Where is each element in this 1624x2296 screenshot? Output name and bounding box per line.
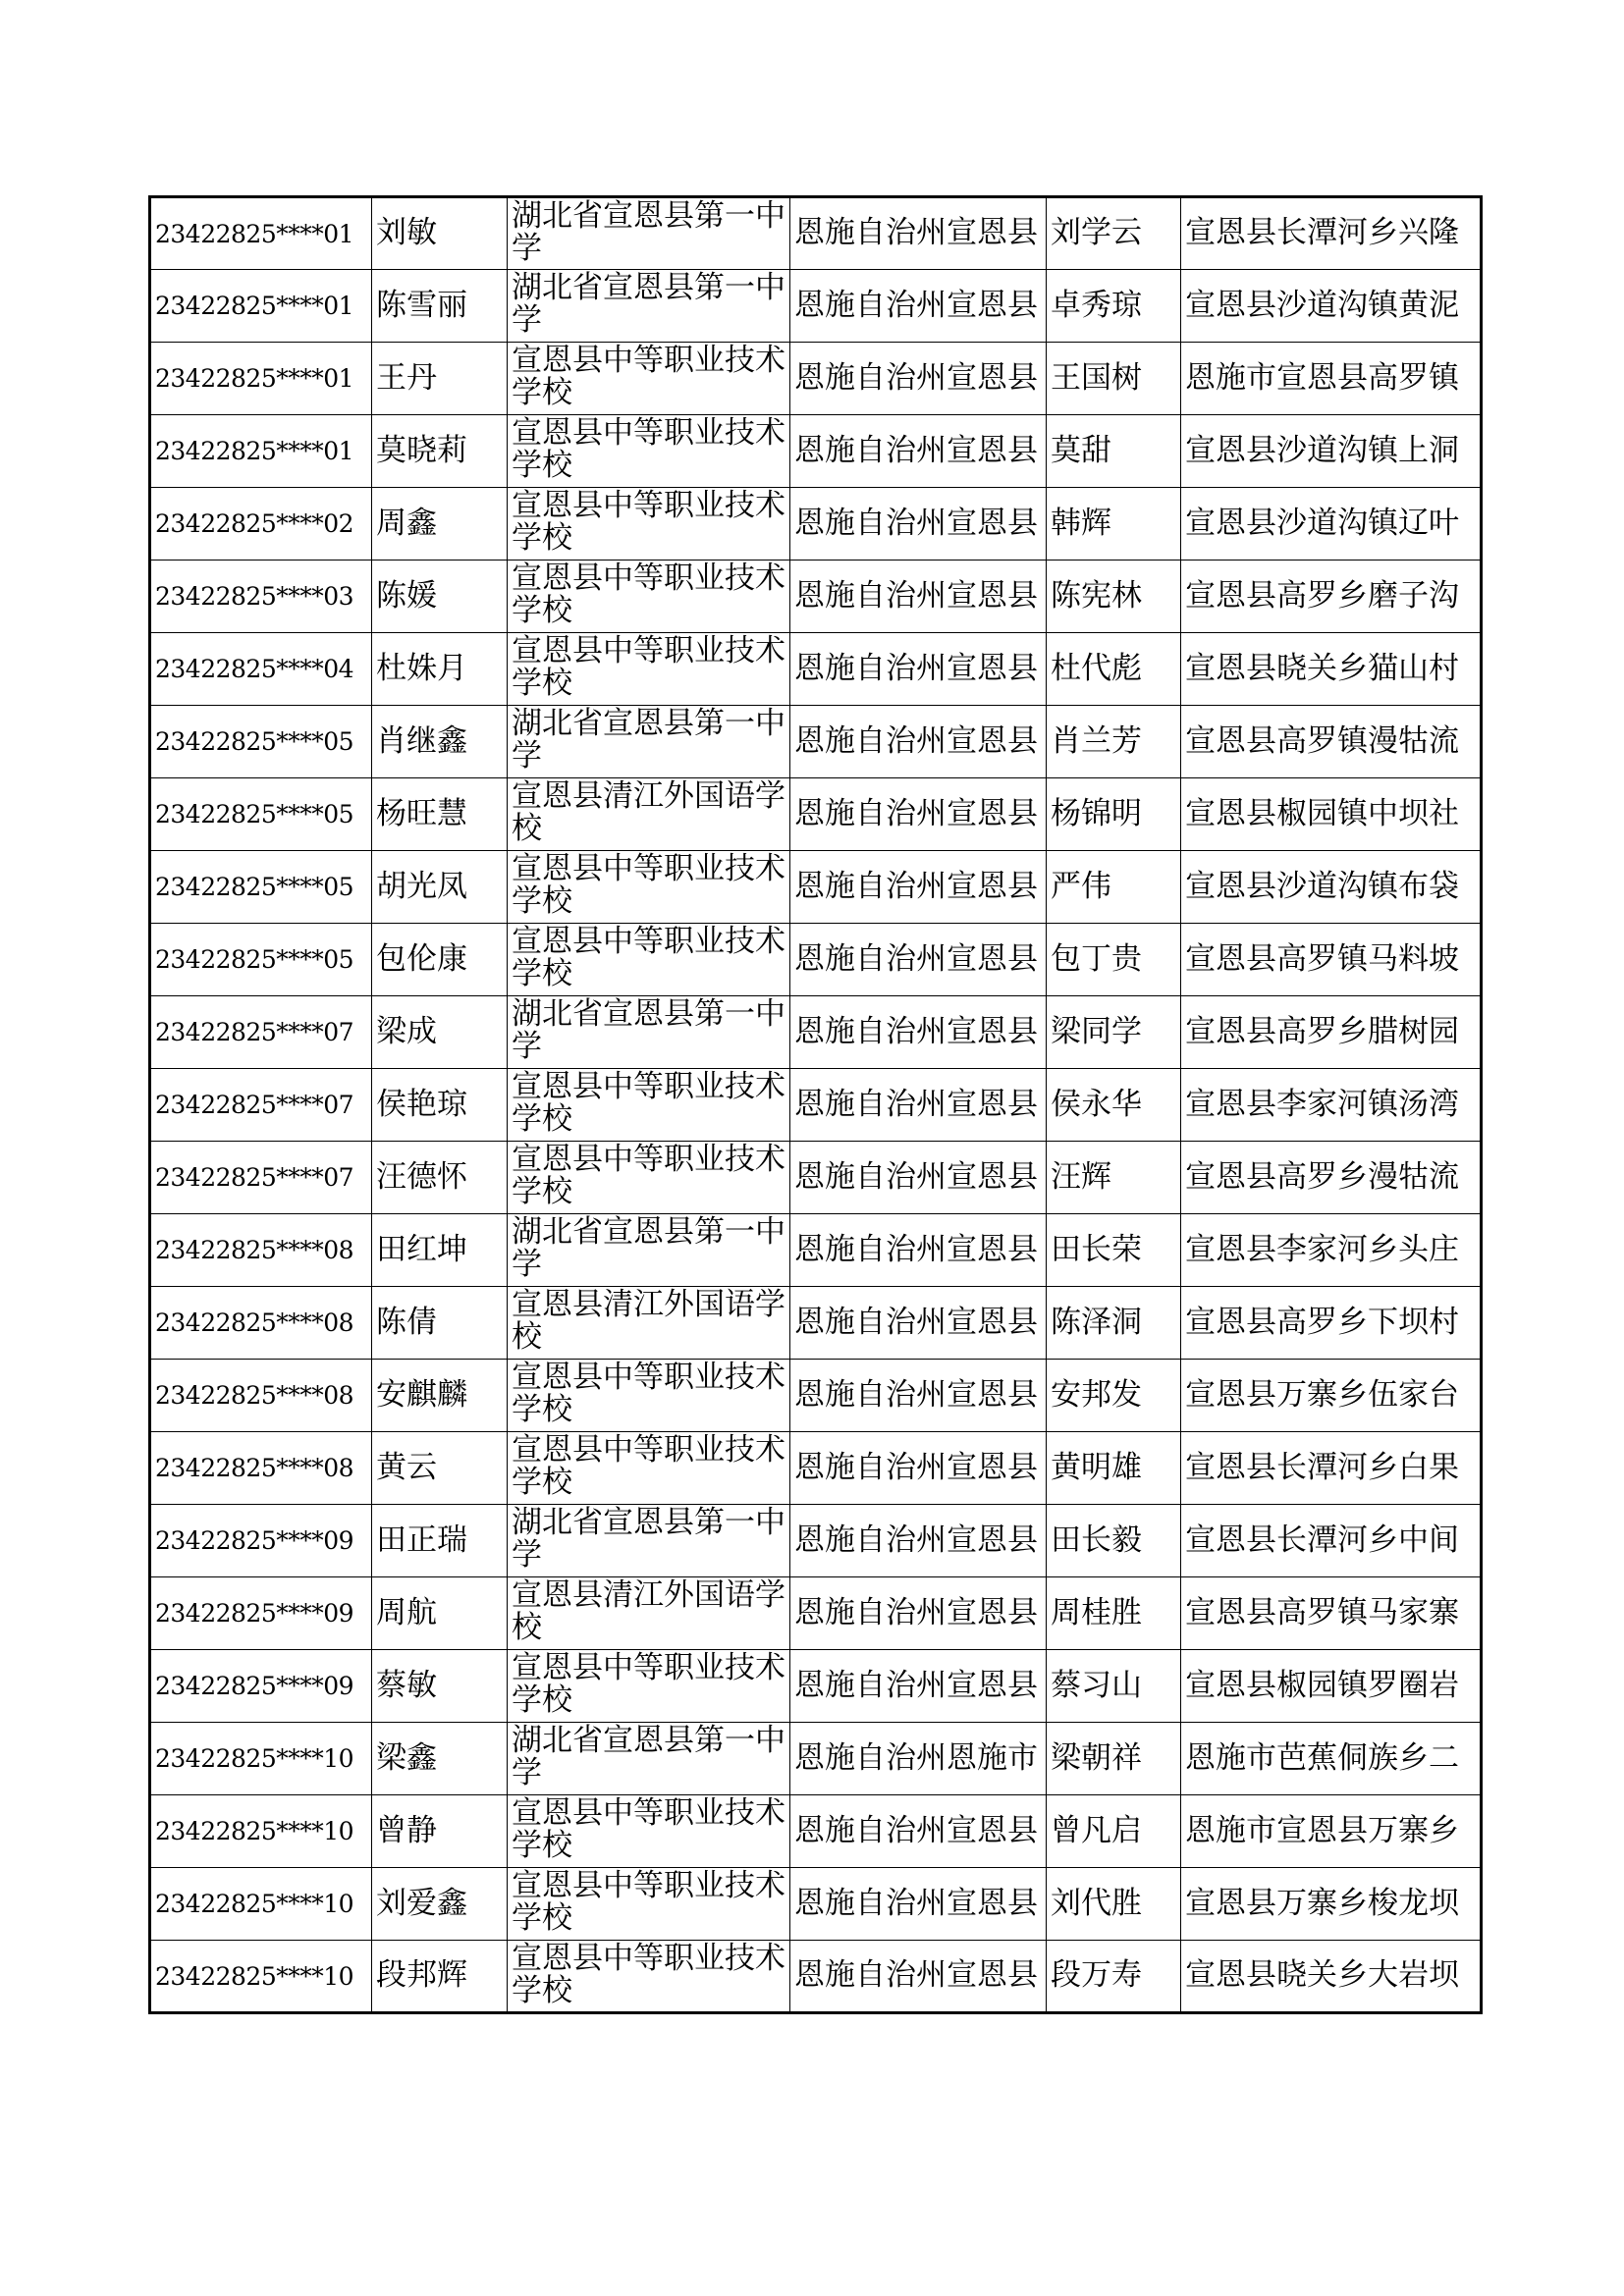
school-cell: 宣恩县中等职业技术学校	[508, 633, 790, 706]
table-row	[150, 1941, 1482, 2013]
school-cell: 宣恩县中等职业技术学校	[508, 851, 790, 924]
student-id-cell: 23422825****01	[150, 415, 372, 488]
student-id-cell: 23422825****05	[150, 924, 372, 996]
address-cell: 宣恩县长潭河乡白果	[1181, 1432, 1482, 1505]
guardian-name-cell: 韩辉	[1047, 488, 1181, 561]
student-id-cell: 23422825****09	[150, 1505, 372, 1577]
student-id-cell: 23422825****01	[150, 343, 372, 415]
student-name-cell: 陈雪丽	[372, 270, 508, 343]
guardian-name-cell: 蔡习山	[1047, 1650, 1181, 1723]
guardian-name-cell: 田长荣	[1047, 1214, 1181, 1287]
student-name-cell: 田红坤	[372, 1214, 508, 1287]
school-cell: 宣恩县中等职业技术学校	[508, 343, 790, 415]
table-row	[150, 1723, 1482, 1795]
region-cell: 恩施自治州宣恩县	[790, 415, 1047, 488]
student-id-cell: 23422825****08	[150, 1287, 372, 1360]
address-cell: 宣恩县晓关乡猫山村	[1181, 633, 1482, 706]
address-cell: 宣恩县沙道沟镇布袋	[1181, 851, 1482, 924]
address-cell: 宣恩县晓关乡大岩坝	[1181, 1941, 1482, 2013]
table-row	[150, 1142, 1482, 1214]
school-cell: 湖北省宣恩县第一中学	[508, 270, 790, 343]
address-cell: 宣恩县高罗乡腊树园	[1181, 996, 1482, 1069]
region-cell: 恩施自治州宣恩县	[790, 1069, 1047, 1142]
school-cell: 宣恩县中等职业技术学校	[508, 1795, 790, 1868]
student-name-cell: 梁鑫	[372, 1723, 508, 1795]
student-id-cell: 23422825****05	[150, 851, 372, 924]
region-cell: 恩施自治州宣恩县	[790, 197, 1047, 270]
student-name-cell: 胡光凤	[372, 851, 508, 924]
student-id-cell: 23422825****10	[150, 1723, 372, 1795]
school-cell: 宣恩县中等职业技术学校	[508, 561, 790, 633]
region-cell: 恩施自治州宣恩县	[790, 633, 1047, 706]
student-id-cell: 23422825****02	[150, 488, 372, 561]
student-id-cell: 23422825****10	[150, 1795, 372, 1868]
guardian-name-cell: 梁朝祥	[1047, 1723, 1181, 1795]
student-name-cell: 王丹	[372, 343, 508, 415]
school-cell: 宣恩县中等职业技术学校	[508, 488, 790, 561]
student-name-cell: 段邦辉	[372, 1941, 508, 2013]
school-cell: 宣恩县中等职业技术学校	[508, 1868, 790, 1941]
student-id-cell: 23422825****01	[150, 270, 372, 343]
student-table	[148, 195, 1483, 2014]
address-cell: 恩施市芭蕉侗族乡二	[1181, 1723, 1482, 1795]
student-id-cell: 23422825****07	[150, 1142, 372, 1214]
region-cell: 恩施自治州宣恩县	[790, 1505, 1047, 1577]
table-row	[150, 1505, 1482, 1577]
guardian-name-cell: 曾凡启	[1047, 1795, 1181, 1868]
student-name-cell: 安麒麟	[372, 1360, 508, 1432]
region-cell: 恩施自治州宣恩县	[790, 270, 1047, 343]
address-cell: 宣恩县万寨乡伍家台	[1181, 1360, 1482, 1432]
table-row	[150, 1069, 1482, 1142]
guardian-name-cell: 莫甜	[1047, 415, 1181, 488]
table-row	[150, 851, 1482, 924]
student-id-cell: 23422825****07	[150, 996, 372, 1069]
address-cell: 恩施市宣恩县高罗镇	[1181, 343, 1482, 415]
student-name-cell: 黄云	[372, 1432, 508, 1505]
guardian-name-cell: 包丁贵	[1047, 924, 1181, 996]
table-row	[150, 1287, 1482, 1360]
student-name-cell: 刘敏	[372, 197, 508, 270]
student-name-cell: 周鑫	[372, 488, 508, 561]
table-row	[150, 415, 1482, 488]
guardian-name-cell: 汪辉	[1047, 1142, 1181, 1214]
guardian-name-cell: 段万寿	[1047, 1941, 1181, 2013]
region-cell: 恩施自治州宣恩县	[790, 706, 1047, 778]
guardian-name-cell: 陈宪林	[1047, 561, 1181, 633]
region-cell: 恩施自治州宣恩县	[790, 343, 1047, 415]
table-row	[150, 1577, 1482, 1650]
school-cell: 宣恩县中等职业技术学校	[508, 924, 790, 996]
region-cell: 恩施自治州宣恩县	[790, 1868, 1047, 1941]
student-name-cell: 包伦康	[372, 924, 508, 996]
student-name-cell: 蔡敏	[372, 1650, 508, 1723]
school-cell: 宣恩县中等职业技术学校	[508, 1360, 790, 1432]
address-cell: 恩施市宣恩县万寨乡	[1181, 1795, 1482, 1868]
school-cell: 宣恩县中等职业技术学校	[508, 1069, 790, 1142]
student-name-cell: 田正瑞	[372, 1505, 508, 1577]
address-cell: 宣恩县万寨乡梭龙坝	[1181, 1868, 1482, 1941]
student-table-body	[150, 197, 1482, 2013]
region-cell: 恩施自治州宣恩县	[790, 1577, 1047, 1650]
school-cell: 湖北省宣恩县第一中学	[508, 197, 790, 270]
school-cell: 湖北省宣恩县第一中学	[508, 706, 790, 778]
student-id-cell: 23422825****08	[150, 1214, 372, 1287]
region-cell: 恩施自治州宣恩县	[790, 996, 1047, 1069]
guardian-name-cell: 黄明雄	[1047, 1432, 1181, 1505]
address-cell: 宣恩县椒园镇中坝社	[1181, 778, 1482, 851]
address-cell: 宣恩县高罗乡漫牯流	[1181, 1142, 1482, 1214]
address-cell: 宣恩县高罗镇漫牯流	[1181, 706, 1482, 778]
guardian-name-cell: 卓秀琼	[1047, 270, 1181, 343]
table-row	[150, 1214, 1482, 1287]
region-cell: 恩施自治州宣恩县	[790, 924, 1047, 996]
guardian-name-cell: 安邦发	[1047, 1360, 1181, 1432]
guardian-name-cell: 肖兰芳	[1047, 706, 1181, 778]
student-name-cell: 杜姝月	[372, 633, 508, 706]
student-name-cell: 梁成	[372, 996, 508, 1069]
table-row	[150, 778, 1482, 851]
student-id-cell: 23422825****07	[150, 1069, 372, 1142]
student-name-cell: 杨旺慧	[372, 778, 508, 851]
table-row	[150, 1795, 1482, 1868]
school-cell: 宣恩县中等职业技术学校	[508, 1432, 790, 1505]
student-name-cell: 周航	[372, 1577, 508, 1650]
student-name-cell: 肖继鑫	[372, 706, 508, 778]
guardian-name-cell: 陈泽洞	[1047, 1287, 1181, 1360]
student-name-cell: 陈倩	[372, 1287, 508, 1360]
guardian-name-cell: 杨锦明	[1047, 778, 1181, 851]
student-name-cell: 陈媛	[372, 561, 508, 633]
student-id-cell: 23422825****10	[150, 1941, 372, 2013]
table-row	[150, 197, 1482, 270]
address-cell: 宣恩县沙道沟镇黄泥	[1181, 270, 1482, 343]
region-cell: 恩施自治州宣恩县	[790, 1941, 1047, 2013]
region-cell: 恩施自治州宣恩县	[790, 1142, 1047, 1214]
guardian-name-cell: 梁同学	[1047, 996, 1181, 1069]
table-row	[150, 1432, 1482, 1505]
table-row	[150, 706, 1482, 778]
region-cell: 恩施自治州宣恩县	[790, 1287, 1047, 1360]
student-name-cell: 汪德怀	[372, 1142, 508, 1214]
school-cell: 湖北省宣恩县第一中学	[508, 1214, 790, 1287]
region-cell: 恩施自治州宣恩县	[790, 561, 1047, 633]
address-cell: 宣恩县长潭河乡兴隆	[1181, 197, 1482, 270]
address-cell: 宣恩县高罗乡磨子沟	[1181, 561, 1482, 633]
school-cell: 湖北省宣恩县第一中学	[508, 1505, 790, 1577]
guardian-name-cell: 严伟	[1047, 851, 1181, 924]
school-cell: 宣恩县中等职业技术学校	[508, 1941, 790, 2013]
guardian-name-cell: 周桂胜	[1047, 1577, 1181, 1650]
address-cell: 宣恩县椒园镇罗圈岩	[1181, 1650, 1482, 1723]
region-cell: 恩施自治州宣恩县	[790, 1795, 1047, 1868]
student-id-cell: 23422825****08	[150, 1432, 372, 1505]
school-cell: 宣恩县中等职业技术学校	[508, 1650, 790, 1723]
student-id-cell: 23422825****04	[150, 633, 372, 706]
student-id-cell: 23422825****09	[150, 1577, 372, 1650]
guardian-name-cell: 田长毅	[1047, 1505, 1181, 1577]
school-cell: 湖北省宣恩县第一中学	[508, 996, 790, 1069]
address-cell: 宣恩县长潭河乡中间	[1181, 1505, 1482, 1577]
student-id-cell: 23422825****03	[150, 561, 372, 633]
student-id-cell: 23422825****05	[150, 778, 372, 851]
school-cell: 宣恩县清江外国语学校	[508, 1287, 790, 1360]
region-cell: 恩施自治州宣恩县	[790, 851, 1047, 924]
address-cell: 宣恩县沙道沟镇辽叶	[1181, 488, 1482, 561]
school-cell: 湖北省宣恩县第一中学	[508, 1723, 790, 1795]
region-cell: 恩施自治州宣恩县	[790, 1360, 1047, 1432]
table-row	[150, 343, 1482, 415]
region-cell: 恩施自治州宣恩县	[790, 1214, 1047, 1287]
student-id-cell: 23422825****10	[150, 1868, 372, 1941]
table-row	[150, 996, 1482, 1069]
region-cell: 恩施自治州宣恩县	[790, 1650, 1047, 1723]
guardian-name-cell: 刘代胜	[1047, 1868, 1181, 1941]
student-name-cell: 侯艳琼	[372, 1069, 508, 1142]
guardian-name-cell: 王国树	[1047, 343, 1181, 415]
school-cell: 宣恩县中等职业技术学校	[508, 1142, 790, 1214]
student-name-cell: 曾静	[372, 1795, 508, 1868]
school-cell: 宣恩县中等职业技术学校	[508, 415, 790, 488]
table-row	[150, 633, 1482, 706]
table-row	[150, 1360, 1482, 1432]
student-name-cell: 莫晓莉	[372, 415, 508, 488]
guardian-name-cell: 侯永华	[1047, 1069, 1181, 1142]
address-cell: 宣恩县沙道沟镇上洞	[1181, 415, 1482, 488]
guardian-name-cell: 刘学云	[1047, 197, 1181, 270]
student-id-cell: 23422825****09	[150, 1650, 372, 1723]
address-cell: 宣恩县李家河镇汤湾	[1181, 1069, 1482, 1142]
table-row	[150, 561, 1482, 633]
table-row	[150, 924, 1482, 996]
region-cell: 恩施自治州宣恩县	[790, 488, 1047, 561]
table-row	[150, 1650, 1482, 1723]
student-id-cell: 23422825****05	[150, 706, 372, 778]
address-cell: 宣恩县高罗镇马家寨	[1181, 1577, 1482, 1650]
table-row	[150, 1868, 1482, 1941]
region-cell: 恩施自治州恩施市	[790, 1723, 1047, 1795]
address-cell: 宣恩县高罗乡下坝村	[1181, 1287, 1482, 1360]
guardian-name-cell: 杜代彪	[1047, 633, 1181, 706]
address-cell: 宣恩县高罗镇马料坡	[1181, 924, 1482, 996]
region-cell: 恩施自治州宣恩县	[790, 778, 1047, 851]
table-row	[150, 488, 1482, 561]
address-cell: 宣恩县李家河乡头庄	[1181, 1214, 1482, 1287]
student-id-cell: 23422825****08	[150, 1360, 372, 1432]
student-id-cell: 23422825****01	[150, 197, 372, 270]
region-cell: 恩施自治州宣恩县	[790, 1432, 1047, 1505]
table-row	[150, 270, 1482, 343]
school-cell: 宣恩县清江外国语学校	[508, 778, 790, 851]
student-name-cell: 刘爱鑫	[372, 1868, 508, 1941]
school-cell: 宣恩县清江外国语学校	[508, 1577, 790, 1650]
